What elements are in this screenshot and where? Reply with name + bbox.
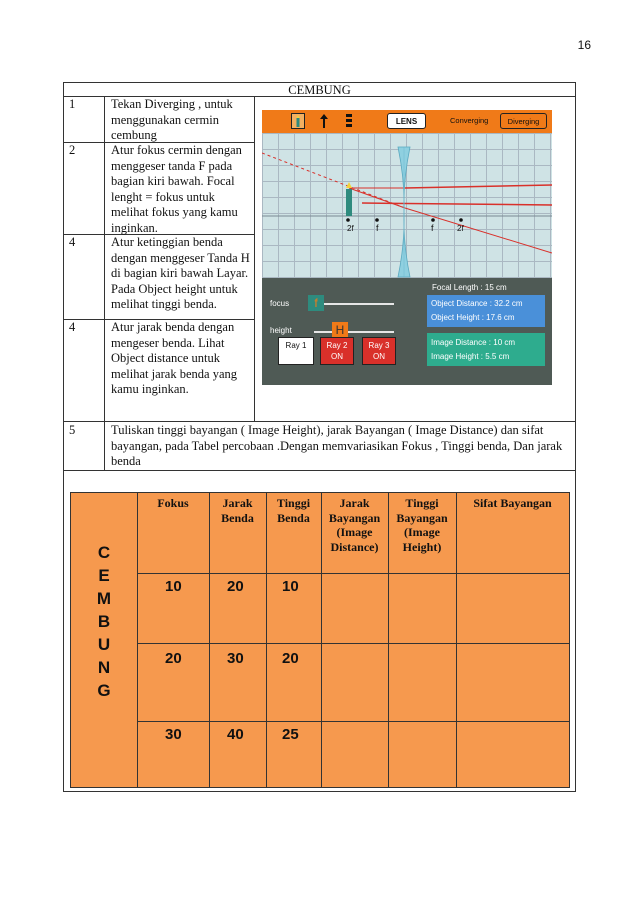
height-label: height	[270, 326, 292, 335]
row-number: 5	[69, 423, 76, 437]
object-info-box	[427, 295, 545, 327]
ray-1	[349, 188, 405, 208]
ray-dashed	[262, 153, 405, 208]
vertical-letter: E	[98, 566, 110, 585]
ray2-label: Ray 2	[326, 341, 348, 350]
height-slider[interactable]	[314, 331, 394, 333]
lens-simulation	[262, 110, 552, 385]
candle-icon[interactable]	[291, 113, 305, 129]
vertical-letter: B	[97, 612, 111, 631]
header-tinggi-benda: Tinggi Benda	[276, 496, 311, 525]
ray1-button[interactable]: Ray 1	[278, 337, 314, 365]
table-cell: 30	[227, 650, 244, 667]
image-info-box	[427, 333, 545, 366]
table-cell: 10	[282, 578, 299, 595]
header-tinggi-bayangan: Tinggi Bayangan (Image Height)	[396, 496, 448, 554]
marker-2f-left: 2f	[347, 224, 354, 233]
vertical-letter: N	[97, 658, 111, 677]
row-number: 4	[69, 235, 76, 249]
lens-button[interactable]: LENS	[387, 113, 426, 129]
table-cell: 20	[282, 650, 299, 667]
ray3-state: ON	[373, 352, 385, 361]
header-fokus: Fokus	[157, 496, 189, 510]
row-number: 1	[69, 97, 76, 111]
letter-object-icon[interactable]	[344, 113, 354, 129]
vertical-letter: M	[96, 589, 112, 608]
row-number: 2	[69, 143, 76, 157]
control-panel	[262, 278, 552, 385]
vertical-label	[71, 541, 137, 702]
row-text: Atur ketinggian benda dengan menggeser Tanda H di bagian kiri bawah Layar. Pada Object height untuk melihat tinggi benda.	[111, 235, 250, 311]
header-jarak-bayangan: Jarak Bayangan (Image Distance)	[328, 496, 381, 554]
ray-3	[405, 185, 552, 188]
page-number: 16	[577, 38, 591, 52]
ray-2	[405, 208, 552, 253]
results-table	[70, 492, 570, 788]
header-jarak-benda: Jarak Benda	[221, 496, 254, 525]
ray3-button[interactable]	[362, 337, 396, 365]
row-text: Tekan Diverging , untuk menggunakan cermin cembung	[111, 97, 233, 142]
object-candle[interactable]	[346, 189, 352, 216]
marker-2f-right: 2f	[457, 224, 464, 233]
row-text: Tuliskan tinggi bayangan ( Image Height), jarak Bayangan ( Image Distance) dan sifat bayangan, pada Tabel percobaan .Dengan memvariasikan Fokus , Tinggi benda, Dan jarak benda	[111, 423, 563, 468]
ray2-state: ON	[331, 352, 343, 361]
ray3-label: Ray 3	[368, 341, 390, 350]
table-cell: 20	[227, 578, 244, 595]
height-slider-handle[interactable]: H	[332, 322, 348, 338]
image-distance-readout: Image Distance : 10 cm	[431, 337, 516, 347]
row-number: 4	[69, 320, 76, 334]
table-cell: 25	[282, 726, 299, 743]
ray-diagram	[262, 133, 552, 278]
focus-label: focus	[270, 299, 290, 308]
object-height-readout: Object Height : 17.6 cm	[431, 313, 515, 322]
row-text: Atur fokus cermin dengan menggeser tanda F pada bagian kiri bawah. Focal lenght = fokus untuk melihat fokus yang kamu inginkan.	[111, 143, 242, 235]
table-title: CEMBUNG	[288, 83, 351, 97]
focal-length-readout: Focal Length : 15 cm	[432, 283, 507, 292]
image-height-readout: Image Height : 5.5 cm	[431, 351, 510, 361]
vertical-letter: U	[97, 635, 111, 654]
ray2-button[interactable]	[320, 337, 354, 365]
focus-slider[interactable]	[314, 303, 394, 305]
vertical-letter: C	[97, 543, 111, 562]
arrow-object-icon[interactable]	[319, 113, 329, 129]
marker-f-right: f	[431, 223, 434, 233]
optics-grid	[262, 133, 552, 278]
header-sifat-bayangan: Sifat Bayangan	[473, 496, 552, 510]
converging-option[interactable]: Converging	[450, 116, 489, 125]
object-distance-readout: Object Distance : 32.2 cm	[431, 299, 523, 308]
table-cell: 40	[227, 726, 244, 743]
table-cell: 10	[165, 578, 182, 595]
marker-f-left: f	[376, 223, 379, 233]
sim-toolbar	[262, 110, 552, 133]
diverging-option[interactable]: Diverging	[500, 113, 547, 129]
ray-4	[362, 203, 552, 205]
focus-slider-handle[interactable]: f	[308, 295, 324, 311]
vertical-letter: G	[97, 681, 111, 700]
table-cell: 20	[165, 650, 182, 667]
table-cell: 30	[165, 726, 182, 743]
row-text: Atur jarak benda dengan mengeser benda. Lihat Object distance untuk melihat jarak benda yang kamu inginkan.	[111, 320, 237, 396]
